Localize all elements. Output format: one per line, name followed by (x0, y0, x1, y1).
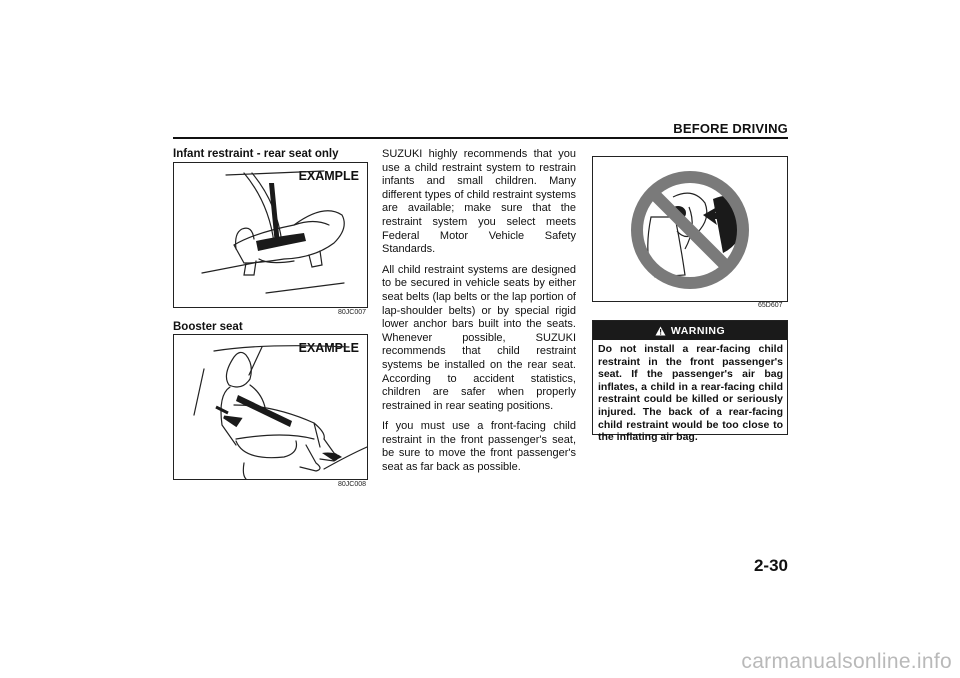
airbag-prohibition-figure (592, 156, 788, 302)
warning-title: WARNING (670, 324, 726, 337)
header-rule (173, 137, 788, 139)
booster-seat-caption: Booster seat (173, 321, 243, 333)
infant-restraint-caption: Infant restraint - rear seat only (173, 148, 339, 160)
rear-facing-seat-prohibited-icon (593, 157, 787, 301)
infant-restraint-figure (173, 162, 368, 308)
infant-seat-illustration (174, 163, 367, 307)
warning-triangle-icon (655, 326, 666, 336)
section-title: BEFORE DRIVING (673, 121, 788, 136)
body-text (382, 148, 576, 482)
airbag-figure-code: 65D607 (758, 302, 783, 309)
watermark: carmanualsonline.info (741, 650, 952, 673)
warning-text: Do not install a rear-facing child restraint in the front passenger's seat. If the passenger's air bag inflates, a child in a rear-facing child restraint could be killed or seriously injured. The back of a rear-facing child restraint would be too close to the inflating air bag. (598, 343, 783, 444)
warning-header (593, 321, 787, 340)
warning-box (592, 320, 788, 444)
booster-figure-code: 80JC008 (338, 481, 367, 488)
infant-example-label: EXAMPLE (298, 169, 359, 183)
booster-seat-illustration (174, 335, 367, 479)
infant-figure-code: 80JC007 (338, 309, 367, 316)
page-number: 2-30 (753, 556, 788, 575)
body-paragraph-2: All child restraint systems are designed to be secured in vehicle seats by either seat belts (lap belts or the lap portion of lap-shoulder belts) or by special rigid lower anchor bars built into the seats. Whenever possible, SUZUKI recommends that child restraint systems be installed on the rear seat. According to accident statistics, children are safer when properly restrained in rear seating positions. (382, 263, 576, 412)
booster-seat-figure (173, 334, 368, 480)
booster-example-label: EXAMPLE (298, 341, 359, 355)
body-paragraph-1: SUZUKI highly recommends that you use a child restraint system to restrain infants and small children. Many different types of child restraint systems are available; make sure that the restraint system you select meets Federal Motor Vehicle Safety Standards. (382, 148, 576, 256)
body-paragraph-3: If you must use a front-facing child restraint in the front passenger's seat, be sure to move the front passenger's seat as far back as possible. (382, 420, 576, 474)
